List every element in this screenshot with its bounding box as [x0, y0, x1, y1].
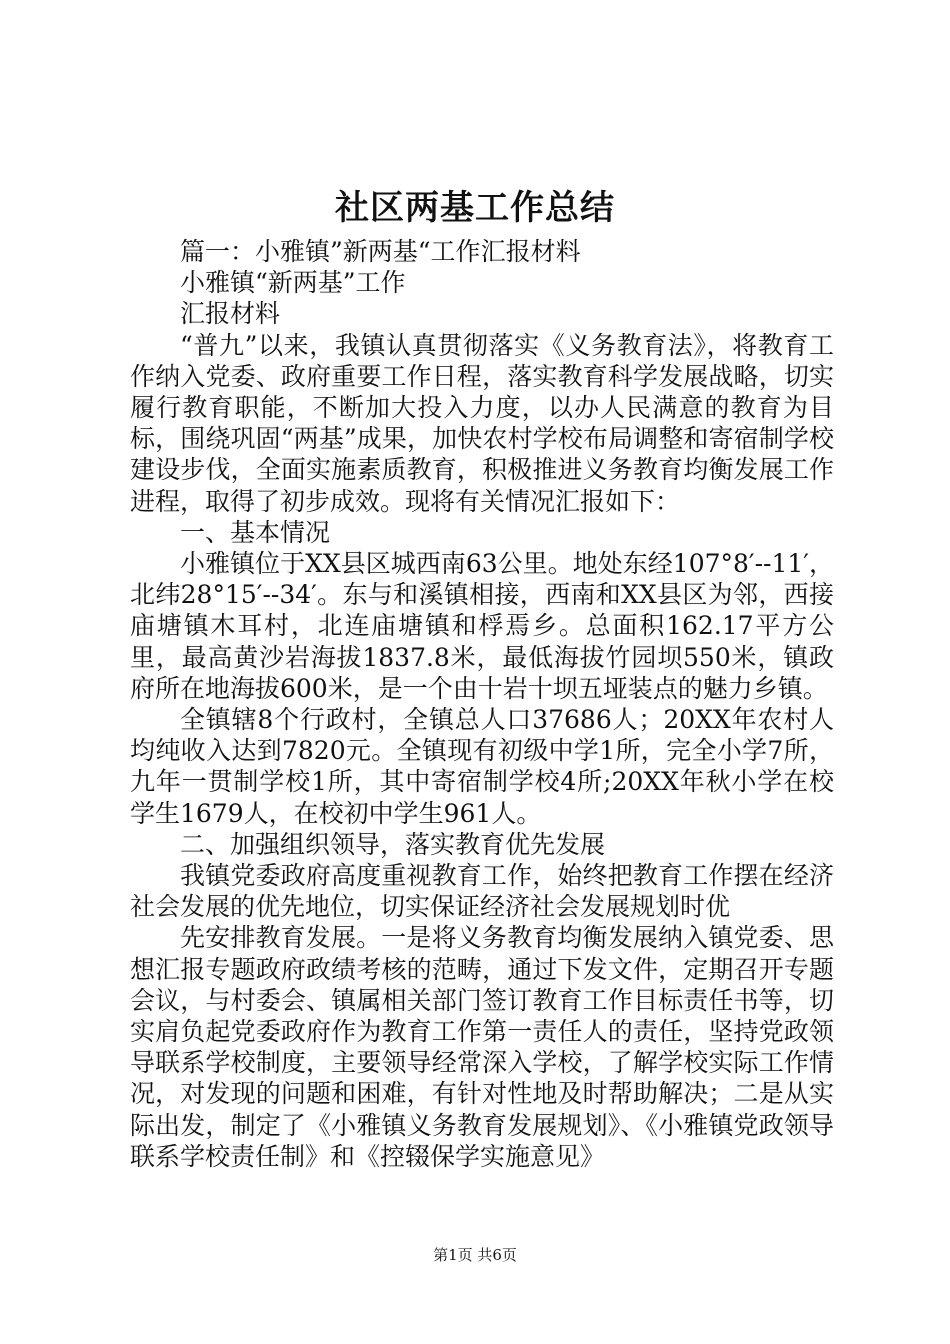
section-heading-leadership: 二、加强组织领导，落实教育优先发展: [180, 829, 606, 859]
paragraph-heading-1: 篇一：小雅镇”新两基“工作汇报材料: [180, 237, 581, 266]
paragraph-priority: 我镇党委政府高度重视教育工作，始终把教育工作摆在经济社会发展的优先地位，切实保证经济社会发展规划时优: [130, 861, 834, 922]
paragraph-measures: 先安排教育发展。一是将义务教育均衡发展纳入镇党委、思想汇报专题政府政绩考核的范畴，通过下发文件，定期召开专题会议，与村委会、镇属相关部门签订教育工作目标责任书等，切实肩负起党委政府作为教育工作第一责任人的责任，坚持党政领导联系学校制度，主要领导经常深入学校，了解学校实际工作情况，对发现的问题和困难，有针对性地及时帮助解决；二是从实际出发，制定了《小雅镇义务教育发展规划》、《小雅镇党政领导联系学校责任制》和《控辍保学实施意见》: [130, 923, 834, 1171]
paragraph-intro: “普九”以来，我镇认真贯彻落实《义务教育法》，将教育工作纳入党委、政府重要工作日程，落实教育科学发展战略，切实履行教育职能，不断加大投入力度，以办人民满意的教育为目标，围绕巩固“两基”成果，加快农村学校布局调整和寄宿制学校建设步伐，全面实施素质教育，积极推进义务教育均衡发展工作进程，取得了初步成效。现将有关情况汇报如下：: [130, 330, 834, 516]
section-heading-basic-info: 一、基本情况: [180, 517, 331, 547]
document-body: [130, 236, 834, 1172]
document-title: 社区两基工作总结: [335, 188, 615, 228]
paragraph-heading-2: 小雅镇“新两基”工作: [180, 268, 406, 298]
paragraph-population: 全镇辖8个行政村，全镇总人口37686人；20XX年农村人均纯收入达到7820元。全镇现有初级中学1所，完全小学7所，九年一贯制学校1所，其中寄宿制学校4所;20XX年秋小学在校学生1679人，在校初中学生961人。: [130, 705, 834, 828]
paragraph-location: 小雅镇位于XX县区城西南63公里。地处东经107°8′--11′，北纬28°15′--34′。东与和溪镇相接，西南和XX县区为邻，西接庙塘镇木耳村，北连庙塘镇和桴焉乡。总面积162.17平方公里，最高黄沙岩海拔1837.8米，最低海拔竹园坝550米，镇政府所在地海拔600米，是一个由十岩十坝五垭装点的魅力乡镇。: [130, 549, 834, 703]
paragraph-heading-3: 汇报材料: [180, 299, 281, 329]
page-footer: 第1页 共6页: [433, 1246, 517, 1264]
